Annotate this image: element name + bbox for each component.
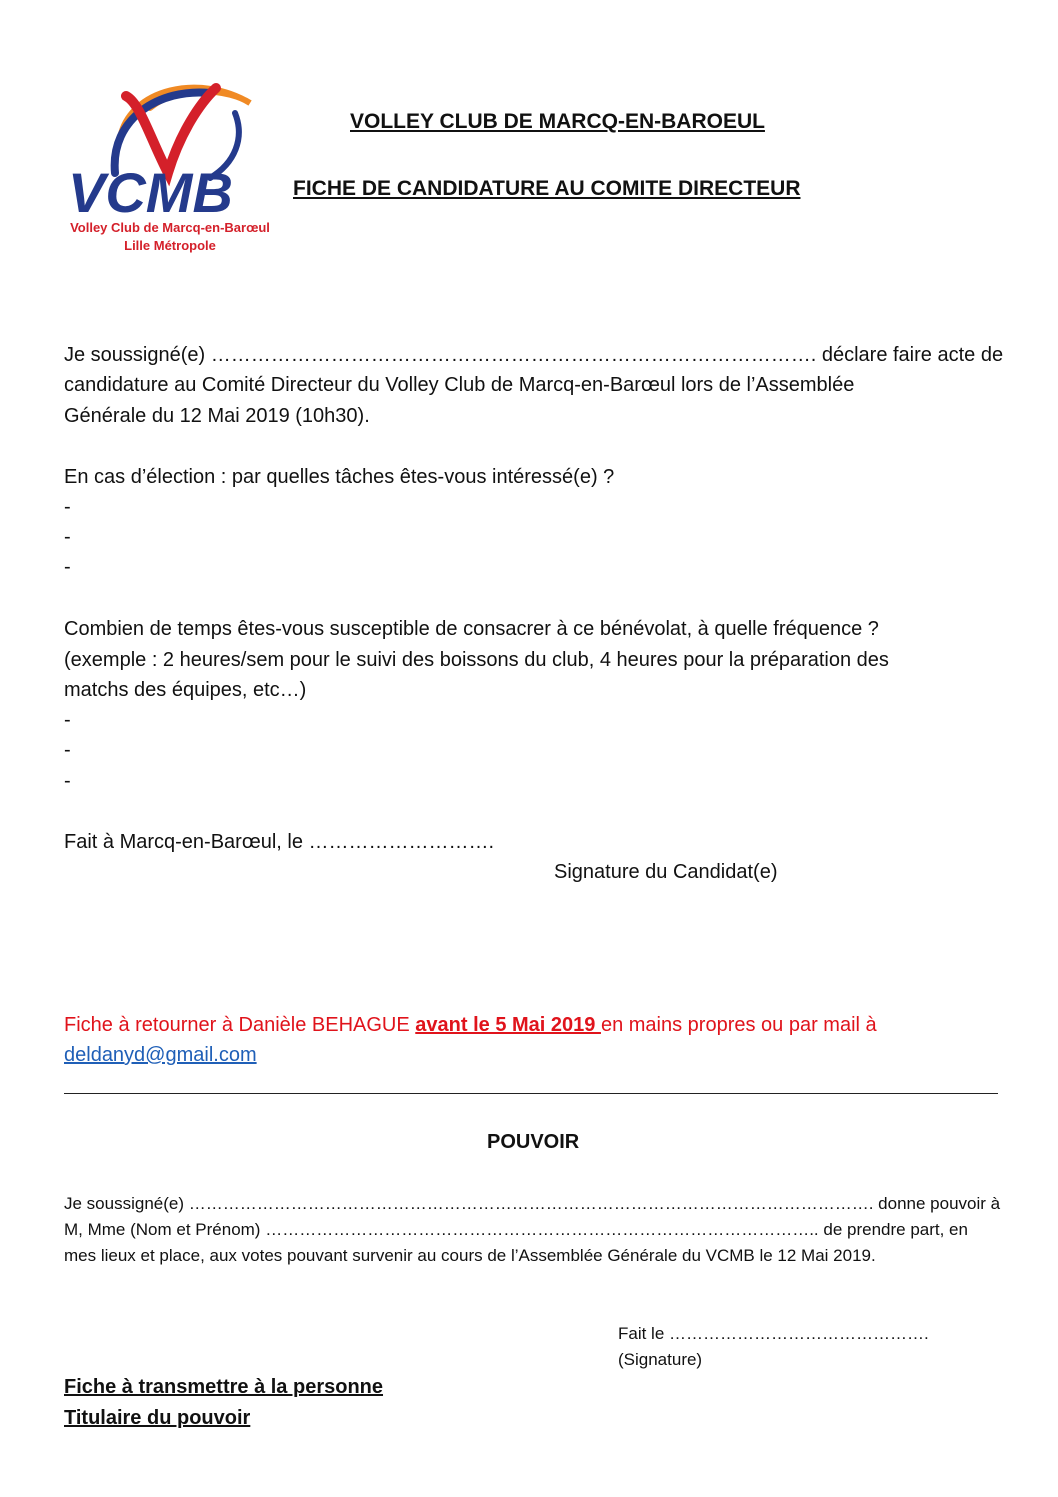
return-notice [64, 1010, 877, 1041]
email-link[interactable]: deldanyd@gmail.com [64, 1044, 257, 1066]
time-bullet-2: - [64, 739, 71, 761]
return-notice-suffix: en mains propres ou par mail à [600, 1014, 877, 1036]
pouvoir-line-1: Je soussigné(e) …………………………………………………………………………………………………………. donne pouvoir à [64, 1194, 1001, 1213]
time-bullet-1: - [64, 709, 71, 731]
return-deadline: avant le 5 Mai 2019 [415, 1014, 601, 1036]
pouvoir-fait-le: Fait le ………………………………………. [618, 1324, 929, 1343]
candidature-line-1: Je soussigné(e) ………………………………………………………………………………. déclare faire acte de [64, 344, 1004, 366]
footer-line-2: Titulaire du pouvoir [64, 1407, 251, 1429]
tasks-bullet-3: - [64, 556, 71, 578]
section-divider [64, 1093, 998, 1094]
fait-a-line: Fait à Marcq-en-Barœul, le ………………………. [64, 831, 495, 853]
return-notice-prefix: Fiche à retourner à Danièle BEHAGUE [64, 1014, 416, 1036]
candidate-signature-label: Signature du Candidat(e) [554, 861, 778, 883]
logo-tagline-1: Volley Club de Marcq-en-Barœul [70, 220, 270, 235]
time-question-3: matchs des équipes, etc…) [64, 679, 307, 701]
pouvoir-signature-label: (Signature) [618, 1350, 703, 1369]
footer-line-1: Fiche à transmettre à la personne [64, 1376, 384, 1398]
time-bullet-3: - [64, 770, 71, 792]
candidature-line-2: candidature au Comité Directeur du Volley Club de Marcq-en-Barœul lors de l’Assemblée [64, 374, 855, 396]
logo-letters: VCMB [68, 161, 233, 224]
form-title: FICHE DE CANDIDATURE AU COMITE DIRECTEUR [293, 177, 801, 200]
pouvoir-line-2: M, Mme (Nom et Prénom) …………………………………………………………………………………….. de prendre part, en [64, 1220, 968, 1239]
time-question-2: (exemple : 2 heures/sem pour le suivi des boissons du club, 4 heures pour la préparation des [64, 649, 889, 671]
candidature-line-3: Générale du 12 Mai 2019 (10h30). [64, 405, 370, 427]
tasks-bullet-1: - [64, 496, 71, 518]
pouvoir-line-3: mes lieux et place, aux votes pouvant survenir au cours de l’Assemblée Générale du VCMB le 12 Mai 2019. [64, 1246, 876, 1265]
tasks-bullet-2: - [64, 526, 71, 548]
tasks-question: En cas d’élection : par quelles tâches êtes-vous intéressé(e) ? [64, 466, 615, 488]
time-question-1: Combien de temps êtes-vous susceptible de consacrer à ce bénévolat, à quelle fréquence ? [64, 618, 879, 640]
club-title: VOLLEY CLUB DE MARCQ-EN-BAROEUL [350, 110, 765, 133]
pouvoir-title: POUVOIR [487, 1131, 580, 1153]
logo-tagline-2: Lille Métropole [124, 238, 216, 253]
